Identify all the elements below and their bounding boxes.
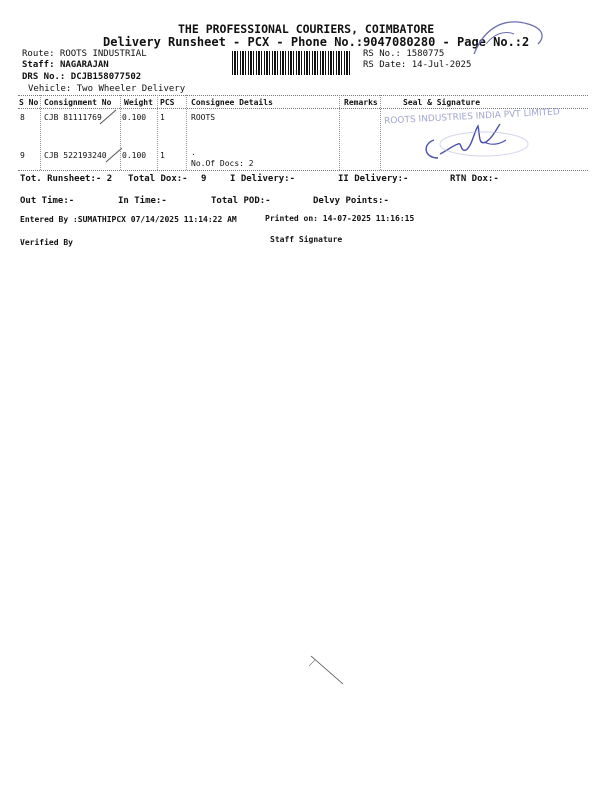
table-bottom-rule [18, 170, 588, 171]
total-dox-value: 9 [201, 174, 207, 184]
handwritten-signature [388, 120, 538, 162]
drs-field [22, 72, 141, 82]
row-doc-count: No.Of Docs: 2 [191, 159, 254, 168]
header-weight: Weight [124, 98, 153, 107]
in-time: In Time:- [118, 196, 167, 206]
row-consignee: ROOTS [191, 113, 216, 122]
col-divider [157, 95, 158, 170]
out-time: Out Time:- [20, 196, 75, 206]
rs-date: RS Date: 14-Jul-2025 [363, 60, 472, 70]
tick-mark [98, 108, 120, 128]
vehicle-label: Vehicle: Two Wheeler Delivery [28, 84, 186, 94]
row-sno: 8 [20, 113, 25, 122]
route-label: Route: ROOTS INDUSTRIAL [22, 49, 147, 59]
col-divider [40, 95, 41, 170]
verified-by: Verified By [20, 238, 73, 247]
i-delivery: I Delivery:- [230, 174, 296, 184]
row-pcs: 1 [160, 151, 165, 160]
staff-signature: Staff Signature [270, 235, 343, 244]
col-divider [186, 95, 187, 170]
entered-by: Entered By :SUMATHIPCX 07/14/2025 11:14:22 AM [20, 215, 237, 224]
header-sno: S No [19, 98, 39, 107]
staff-field [22, 60, 109, 70]
tick-mark [104, 146, 126, 166]
company-title: THE PROFESSIONAL COURIERS, COIMBATORE [178, 22, 435, 36]
table-top-rule [18, 95, 588, 96]
row-consignment: CJB 81111769 [44, 113, 102, 122]
row-pcs: 1 [160, 113, 165, 122]
delvy-points: Delvy Points:- [313, 196, 389, 206]
row-weight: 0.100 [122, 113, 147, 122]
header-consignee: Consignee Details [191, 98, 273, 107]
stray-mark [305, 650, 351, 688]
header-pcs: PCS [160, 98, 175, 107]
drs-value: DCJB158077502 [70, 72, 142, 82]
page-scribble [468, 14, 552, 60]
tot-runsheet: Tot. Runsheet:- 2 [20, 174, 113, 184]
row-sno: 9 [20, 151, 25, 160]
rtn-dox: RTN Dox:- [450, 174, 499, 184]
total-pod: Total POD:- [211, 196, 271, 206]
row-consignee: . [191, 148, 196, 157]
printed-on: Printed on: 14-07-2025 11:16:15 [265, 214, 415, 223]
col-divider [339, 95, 340, 170]
header-consignment: Consignment No [44, 98, 112, 107]
runsheet-title: Delivery Runsheet - PCX - Phone No.:9047080280 - Page No.:2 [103, 35, 530, 49]
ii-delivery: II Delivery:- [338, 174, 409, 184]
barcode [232, 51, 352, 75]
col-divider [380, 95, 381, 170]
company-stamp: ROOTS INDUSTRIES INDIA PVT LIMITED [383, 107, 561, 127]
rs-number: RS No.: 1580775 [363, 49, 445, 59]
row-weight: 0.100 [122, 151, 147, 160]
total-dox-label: Total Dox:- [128, 174, 188, 184]
header-seal-signature: Seal & Signature [403, 98, 481, 107]
staff-value: NAGARAJAN [59, 60, 109, 70]
row-consignment: CJB 522193240 [44, 151, 107, 160]
drs-label: DRS No.: [22, 72, 66, 82]
staff-label: Staff: [22, 60, 55, 70]
header-remarks: Remarks [344, 98, 378, 107]
